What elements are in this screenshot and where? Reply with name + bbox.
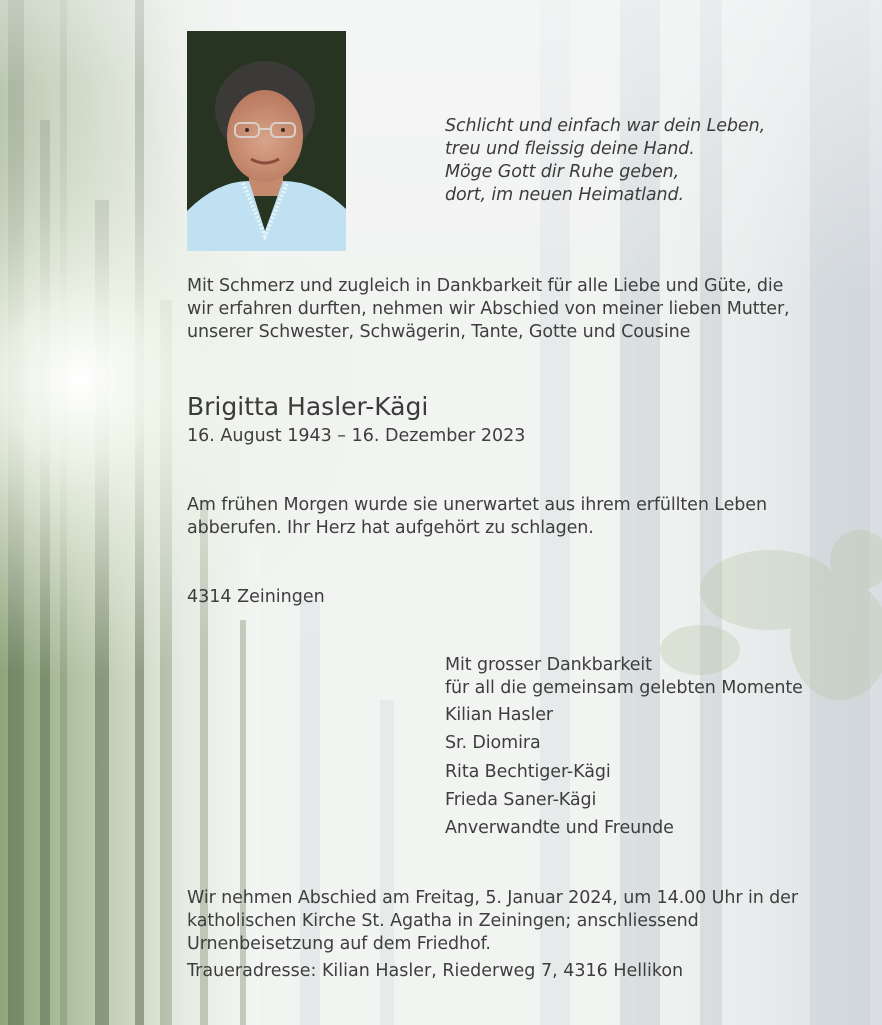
service-details	[187, 887, 798, 956]
poem-line: Möge Gott dir Ruhe geben,	[445, 162, 680, 182]
thanks-line: für all die gemeinsam gelebten Momente	[445, 678, 803, 698]
service-line: katholischen Kirche St. Agatha in Zeiningen; anschliessend	[187, 911, 699, 931]
poem	[445, 115, 765, 207]
mourner-name: Rita Bechtiger-Kägi	[445, 761, 611, 782]
passing-line: Am frühen Morgen wurde sie unerwartet aus ihrem erfüllten Leben	[187, 495, 767, 515]
passing-paragraph	[187, 494, 767, 540]
service-line: Urnenbeisetzung auf dem Friedhof.	[187, 934, 491, 954]
poem-line: treu und fleissig deine Hand.	[445, 139, 695, 159]
service-line: Wir nehmen Abschied am Freitag, 5. Januar 2024, um 14.00 Uhr in der	[187, 888, 798, 908]
poem-line: Schlicht und einfach war dein Leben,	[445, 116, 766, 136]
mourner-name: Anverwandte und Freunde	[445, 818, 674, 839]
mourner-name: Frieda Saner-Kägi	[445, 789, 597, 810]
thanks-note	[445, 654, 803, 700]
intro-line: wir erfahren durften, nehmen wir Abschied von meiner lieben Mutter,	[187, 299, 790, 319]
intro-paragraph	[187, 275, 857, 344]
life-dates: 16. August 1943 – 16. Dezember 2023	[187, 426, 526, 446]
poem-line: dort, im neuen Heimatland.	[445, 185, 685, 205]
mourning-address: Traueradresse: Kilian Hasler, Riederweg 7, 4316 Hellikon	[187, 961, 684, 981]
mourners-list	[445, 704, 674, 845]
deceased-name: Brigitta Hasler-Kägi	[187, 392, 429, 421]
intro-line: Mit Schmerz und zugleich in Dankbarkeit für alle Liebe und Güte, die	[187, 276, 784, 296]
residence-place: 4314 Zeiningen	[187, 587, 325, 607]
intro-line: unserer Schwester, Schwägerin, Tante, Gotte und Cousine	[187, 322, 691, 342]
portrait-photo	[187, 31, 346, 251]
passing-line: abberufen. Ihr Herz hat aufgehört zu schlagen.	[187, 518, 594, 538]
mourner-name: Sr. Diomira	[445, 733, 541, 754]
mourner-name: Kilian Hasler	[445, 705, 553, 725]
thanks-line: Mit grosser Dankbarkeit	[445, 655, 652, 675]
